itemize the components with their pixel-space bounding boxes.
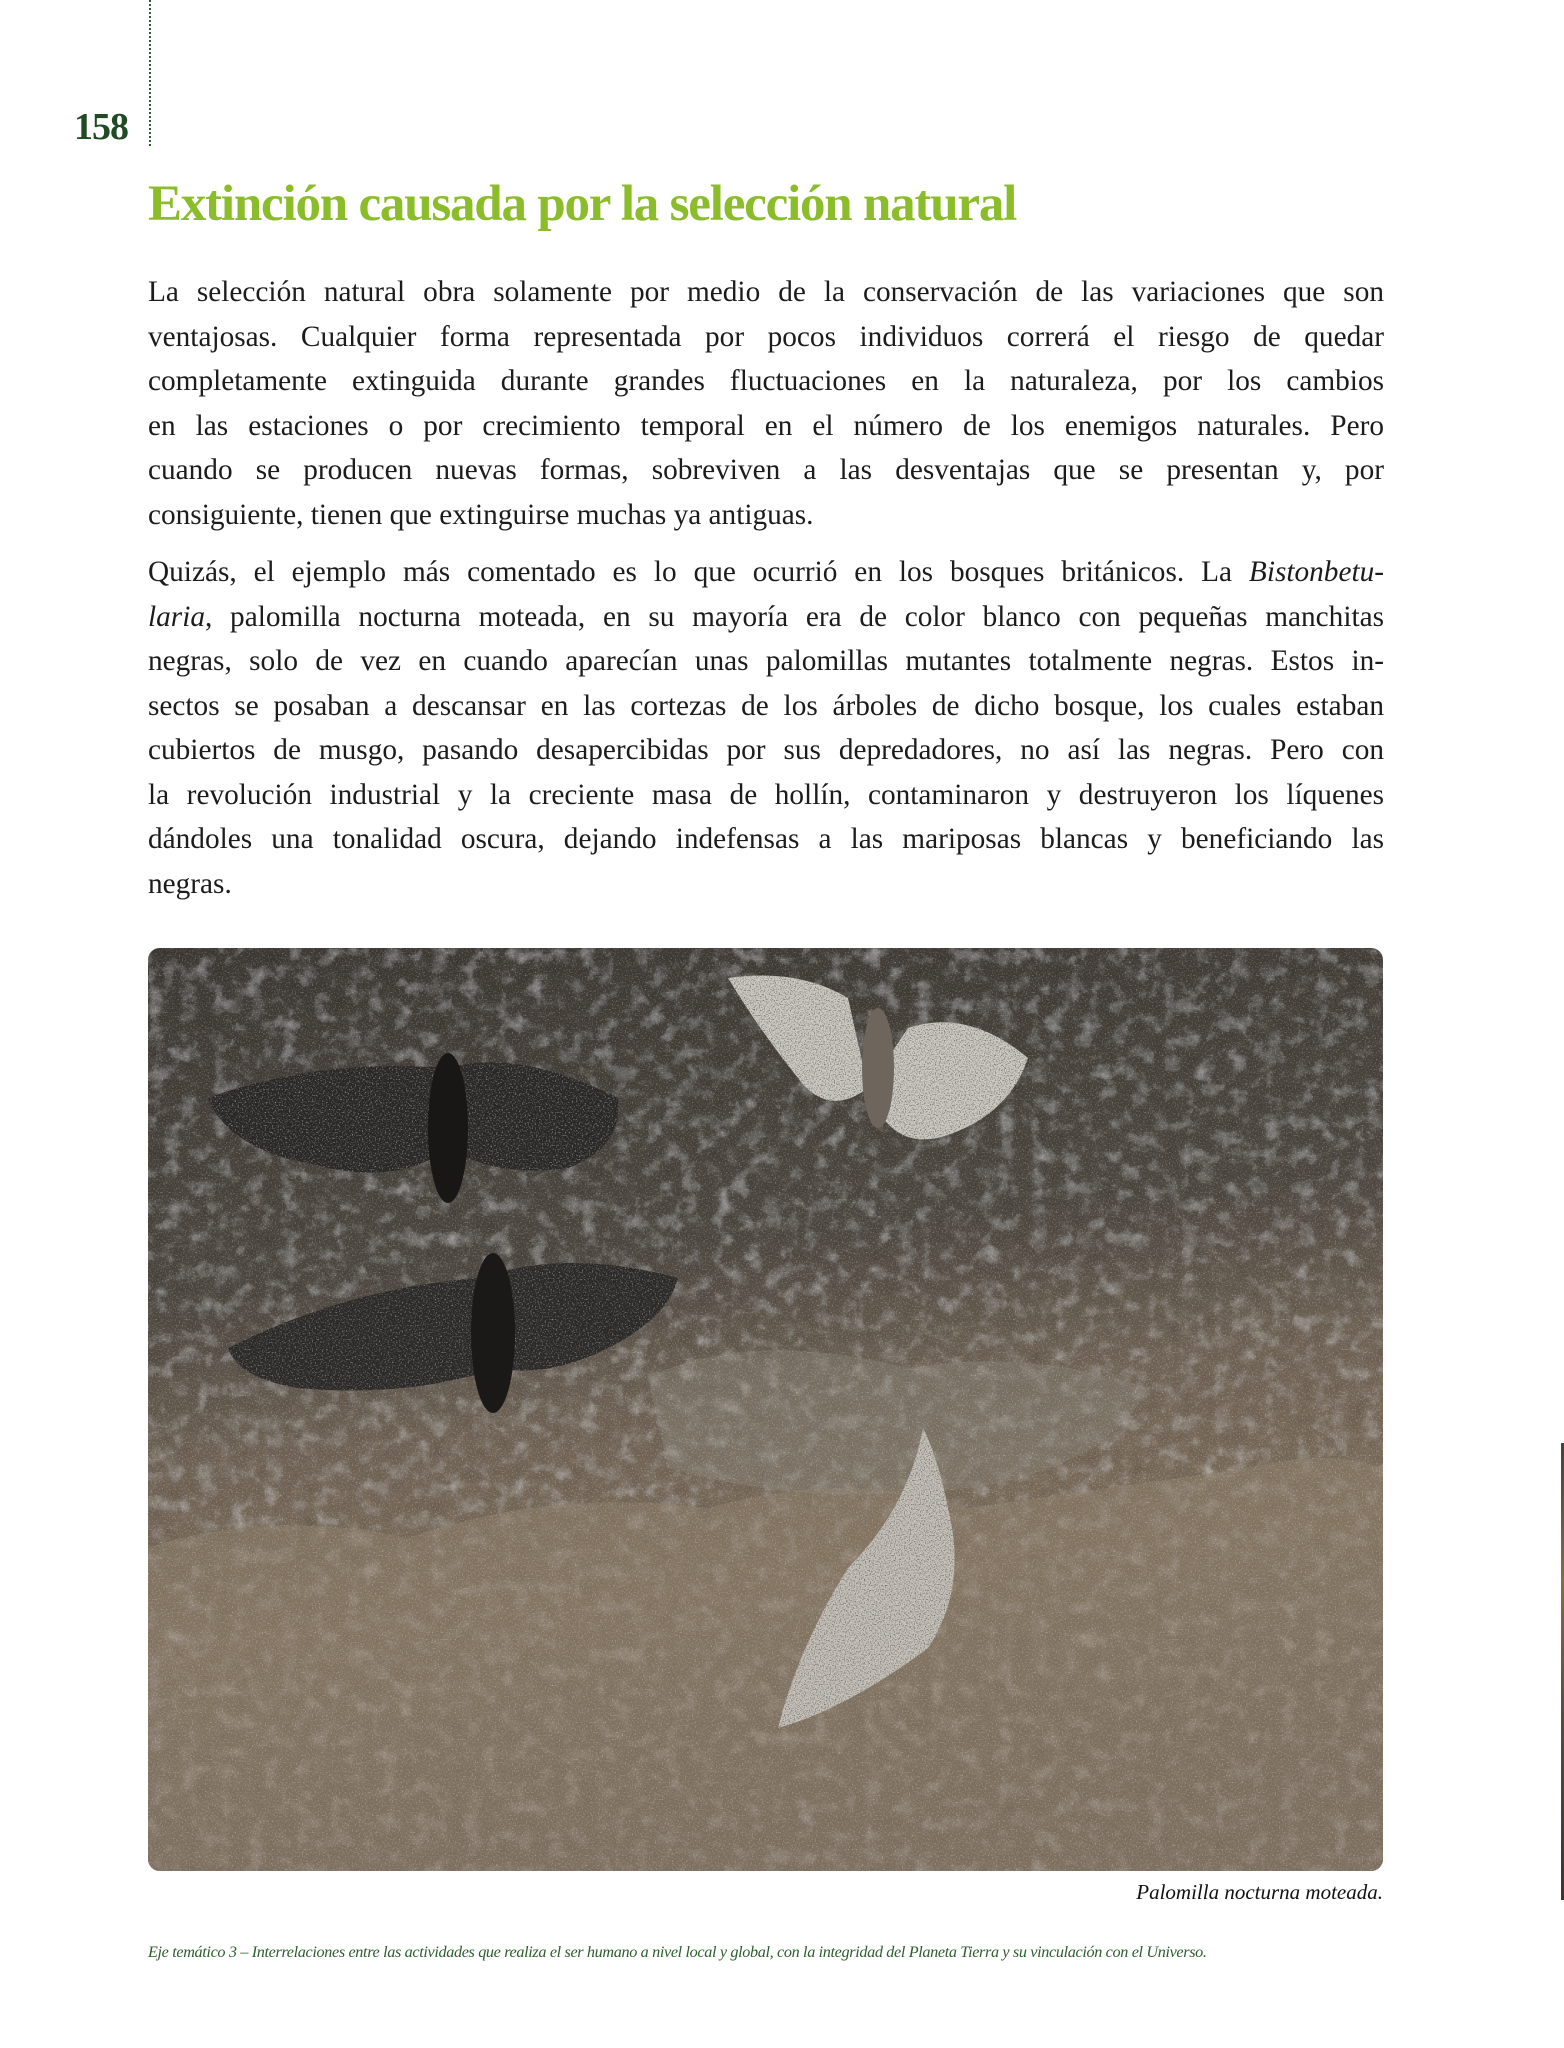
paragraph-line: negras, solo de vez en cuando aparecían unas palomillas mutantes totalmente negras. Estos in- (148, 645, 1384, 677)
paragraph-line: cubiertos de musgo, pasando desapercibidas por sus depredadores, no así las negras. Pero con (148, 734, 1384, 766)
species-name-italic: laria (148, 600, 205, 633)
running-footer: Eje temático 3 – Interrelaciones entre las actividades que realiza el ser humano a nivel local y global, con la integridad del Planeta Tierra y su vinculación con el Universo. (148, 1943, 1207, 1961)
paragraph-line: cuando se producen nuevas formas, sobreviven a las desventajas que se presentan y, por (148, 454, 1384, 486)
line-text: Quizás, el ejemplo más comentado es lo que ocurrió en los bosques británicos. La (148, 556, 1249, 588)
paragraph-1 (148, 270, 1384, 537)
paragraph-line (148, 550, 1384, 595)
paragraph-line: consiguiente, tienen que extinguirse muchas ya antiguas. (148, 498, 814, 531)
paragraph-line: negras. (148, 867, 232, 900)
paragraph-line: completamente extinguida durante grandes fluctuaciones en la naturaleza, por los cambios (148, 365, 1384, 397)
line-text: , palomilla nocturna moteada, en su mayoría era de color blanco con pequeñas manchitas (204, 600, 1384, 633)
section-title: Extinción causada por la selección natural (148, 176, 1017, 232)
paragraph-line: la revolución industrial y la creciente masa de hollín, contaminaron y destruyeron los líquenes (148, 778, 1384, 811)
paragraph-line: La selección natural obra solamente por medio de la conservación de las variaciones que son (148, 276, 1384, 308)
paragraph-line (148, 595, 1384, 640)
figure-caption: Palomilla nocturna moteada. (1136, 1880, 1383, 1904)
moth-photo (148, 948, 1383, 1871)
species-name-italic: Bistonbetu- (1248, 556, 1384, 588)
paragraph-line: dándoles una tonalidad oscura, dejando indefensas a las mariposas blancas y beneficiando las (148, 823, 1384, 855)
paragraph-line: en las estaciones o por crecimiento temporal en el número de los enemigos naturales. Pero (148, 409, 1384, 442)
page-number: 158 (74, 106, 128, 148)
paragraph-line: ventajosas. Cualquier forma representada por pocos individuos correrá el riesgo de quedar (148, 320, 1384, 353)
paragraph-2 (148, 550, 1384, 906)
gutter-dotted-rule (149, 0, 151, 146)
paragraph-line: sectos se posaban a descansar en las cortezas de los árboles de dicho bosque, los cuales estaban (148, 689, 1384, 722)
